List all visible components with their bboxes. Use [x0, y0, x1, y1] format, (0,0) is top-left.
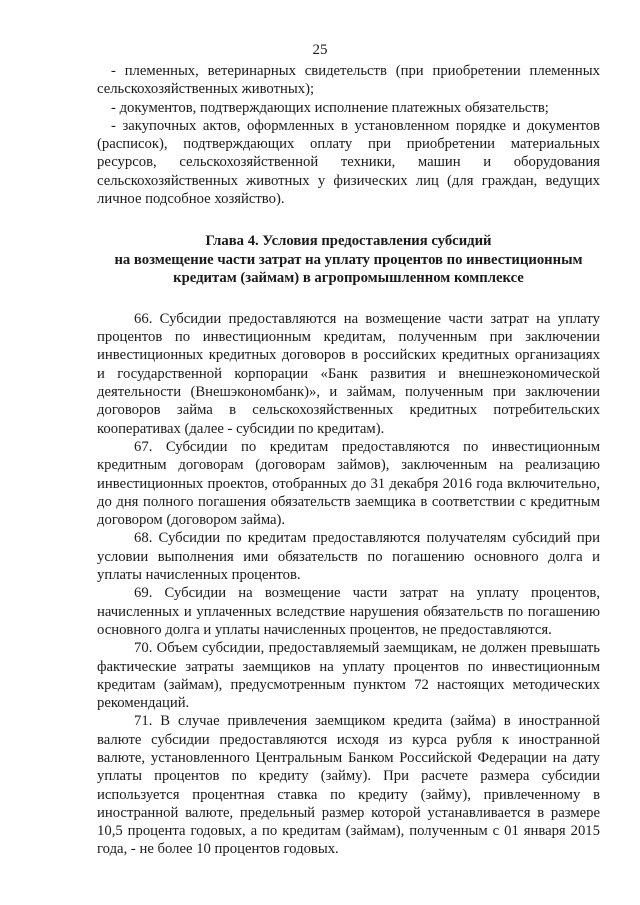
paragraph-68: 68. Субсидии по кредитам предоставляются получателям субсидий при условии выполнения ими обязательств по погашению основного долга и уплаты начисленных процентов. [97, 530, 600, 584]
page-number: 25 [312, 42, 328, 58]
paragraph-70: 70. Объем субсидии, предоставляемый заемщикам, не должен превышать фактические затраты заемщиков на уплату процентов по инвестиционным кредитам (займам), предусмотренным пунктом 72 настоящих методических рекомендаций. [97, 640, 600, 712]
chapter-title-line: на возмещение части затрат на уплату процентов по инвестиционным [114, 251, 583, 268]
chapter-title [97, 232, 600, 288]
paragraph-71: 71. В случае привлечения заемщиком кредита (займа) в иностранной валюте субсидии предоставляются исходя из курса рубля к иностранной валюте, установленного Центральным Банком Российской Федерации на дату уплаты процентов по кредиту (займу). При расчете размера субсидии используется процентная ставка по кредиту (займу), привлеченному в иностранной валюте, предельный размер которой устанавливается в размере 10,5 процента годовых, а по кредитам (займам), полученным с 01 января 2015 года, - не более 10 процентов годовых. [97, 713, 600, 858]
paragraph-69: 69. Субсидии на возмещение части затрат на уплату процентов, начисленных и уплаченных вследствие нарушения обязательств по погашению основного долга и уплаты начисленных процентов, не предоставляются. [97, 585, 600, 638]
chapter-title-line: кредитам (займам) в агропромышленном комплексе [173, 270, 524, 287]
paragraph-67: 67. Субсидии по кредитам предоставляются по инвестиционным кредитным договорам (договорам займов), заключенным на реализацию инвестиционных проектов, отобранных до 31 декабря 2016 года включительно, до дня полного погашения обязательств заемщика в соответствии с кредитным договором (договором займа). [97, 438, 600, 529]
paragraph-66: 66. Субсидии предоставляются на возмещение части затрат на уплату процентов по инвестиционным кредитам, полученным при заключении инвестиционных кредитных договоров в российских кредитных организациях и государственной корпорации «Банк развития и внешнеэкономической деятельности (Внешэкономбанк)», и займам, полученным при заключении договоров займа в сельскохозяйственных кредитных потребительских кооперативах (далее - субсидии по кредитам). [97, 310, 600, 437]
list-item-breeding-certificates: - племенных, ветеринарных свидетельств (при приобретении племенных сельскохозяйственных животных); [97, 63, 600, 98]
chapter-title-line: Глава 4. Условия предоставления субсидий [205, 233, 492, 250]
list-item-purchase-acts: - закупочных актов, оформленных в установленном порядке и документов (расписок), подтверждающих оплату при приобретении материальных ресурсов, сельскохозяйственной техники, машин и оборудования сельскохозяйственных животных у физических лиц (для граждан, ведущих личное подсобное хозяйство). [97, 117, 600, 208]
document-body [97, 62, 600, 859]
list-item-payment-documents: - документов, подтверждающих исполнение платежных обязательств; [111, 99, 549, 116]
